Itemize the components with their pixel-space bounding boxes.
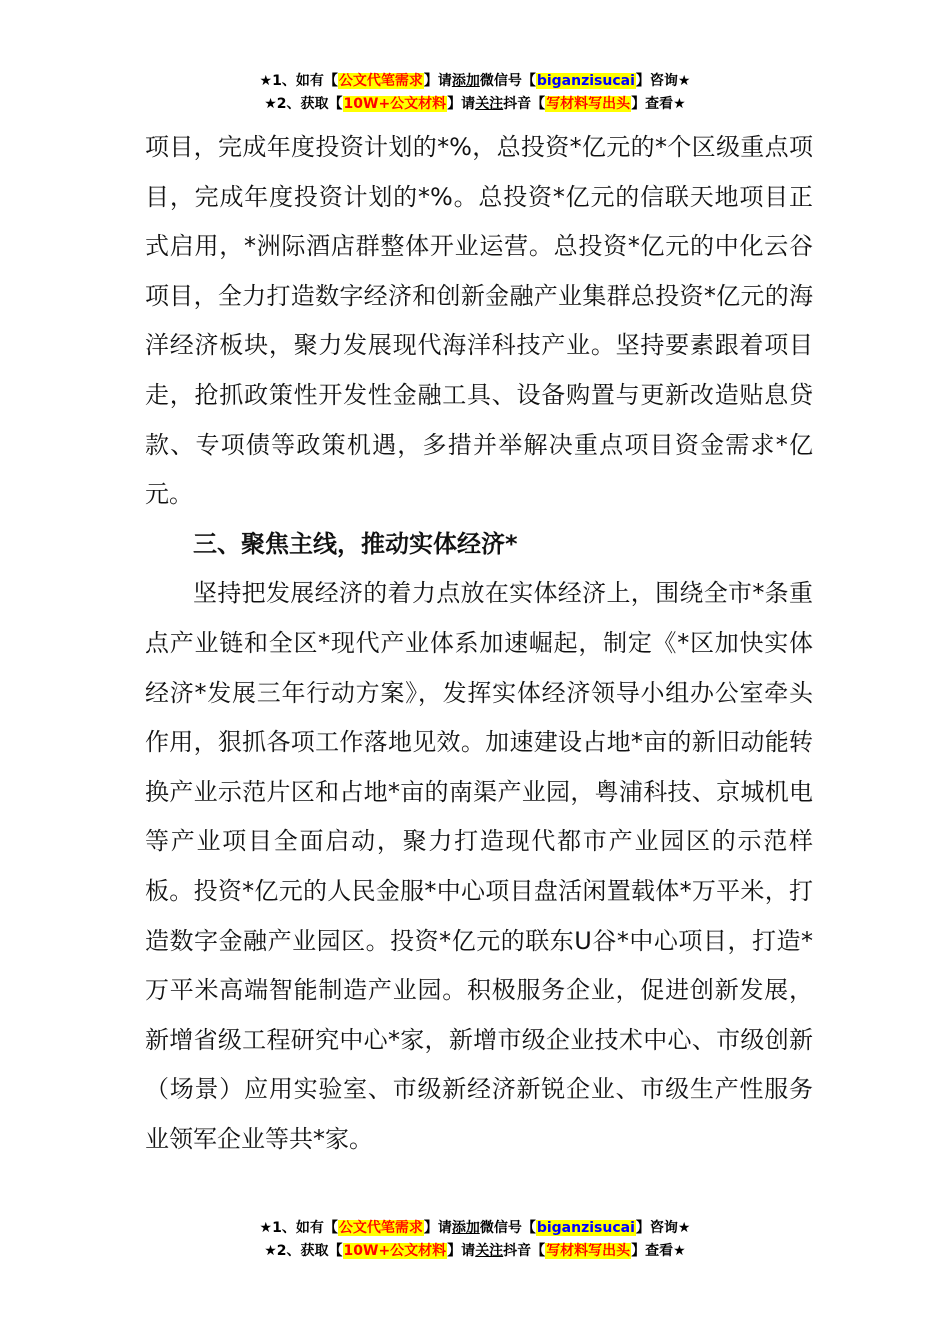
ad-highlight-wechat-id: biganzisucai — [536, 1220, 635, 1236]
ad-text: 】咨询★ — [635, 73, 691, 89]
ad-text: ★1、如有【 — [259, 73, 338, 89]
ad-text-underlined: 添加 — [451, 1220, 480, 1236]
header-ad-line-1 — [0, 70, 950, 93]
ad-text: 】查看★ — [631, 1243, 686, 1259]
header-ad-banner — [0, 70, 950, 116]
document-body — [145, 123, 813, 1164]
paragraph-real-economy: 坚持把发展经济的着力点放在实体经济上，围绕全市*条重点产业链和全区*现代产业体系加速崛起，制定《*区加快实体经济*发展三年行动方案》，发挥实体经济领导小组办公室牵头作用，狠抓各项工作落地见效。加速建设占地*亩的新旧动能转换产业示范片区和占地*亩的南渠产业园，粤浦科技、京城机电等产业项目全面启动，聚力打造现代都市产业园区的示范样板。投资*亿元的人民金服*中心项目盘活闲置载体*万平米，打造数字金融产业园区。投资*亿元的联东U谷*中心项目，打造*万平米高端智能制造产业园。积极服务企业，促进创新发展，新增省级工程研究中心*家，新增市级企业技术中心、市级创新（场景）应用实验室、市级新经济新锐企业、市级生产性服务业领军企业等共*家。 — [145, 579, 813, 1153]
ad-text-underlined: 添加 — [451, 73, 480, 89]
ad-text-underlined: 关注 — [475, 1243, 504, 1259]
ad-highlight-wechat-id: biganzisucai — [536, 73, 635, 89]
ad-text: 微信号【 — [479, 73, 536, 89]
footer-ad-line-2 — [0, 1240, 950, 1263]
ad-text: ★2、获取【 — [264, 1243, 343, 1259]
ad-highlight-service: 公文代笔需求 — [338, 1220, 423, 1236]
ad-text: 】请 — [447, 96, 476, 112]
ad-highlight-materials: 10W+公文材料 — [343, 1243, 447, 1259]
ad-highlight-materials: 10W+公文材料 — [343, 96, 447, 112]
section-heading-3: 三、聚焦主线，推动实体经济* — [193, 529, 518, 558]
header-ad-line-2 — [0, 93, 950, 116]
footer-ad-banner — [0, 1217, 950, 1263]
ad-highlight-douyin: 写材料写出头 — [546, 1243, 631, 1259]
ad-text: 】请 — [447, 1243, 476, 1259]
ad-text: ★2、获取【 — [264, 96, 343, 112]
ad-text: 】请 — [423, 1220, 452, 1236]
ad-text: 抖音【 — [503, 1243, 546, 1259]
ad-text: 】查看★ — [631, 96, 686, 112]
ad-highlight-service: 公文代笔需求 — [338, 73, 423, 89]
paragraph-continued: 项目，完成年度投资计划的*%，总投资*亿元的*个区级重点项目，完成年度投资计划的*%。总投资*亿元的信联天地项目正式启用，*洲际酒店群整体开业运营。总投资*亿元的中化云谷项目，全力打造数字经济和创新金融产业集群总投资*亿元的海洋经济板块，聚力发展现代海洋科技产业。坚持要素跟着项目走，抢抓政策性开发性金融工具、设备购置与更新改造贴息贷款、专项债等政策机遇，多措并举解决重点项目资金需求*亿元。 — [145, 133, 813, 509]
ad-text: 抖音【 — [503, 96, 546, 112]
ad-text: 微信号【 — [479, 1220, 536, 1236]
ad-text: 】请 — [423, 73, 452, 89]
ad-text-underlined: 关注 — [475, 96, 504, 112]
footer-ad-line-1 — [0, 1217, 950, 1240]
ad-text: 】咨询★ — [635, 1220, 691, 1236]
ad-highlight-douyin: 写材料写出头 — [546, 96, 631, 112]
ad-text: ★1、如有【 — [259, 1220, 338, 1236]
